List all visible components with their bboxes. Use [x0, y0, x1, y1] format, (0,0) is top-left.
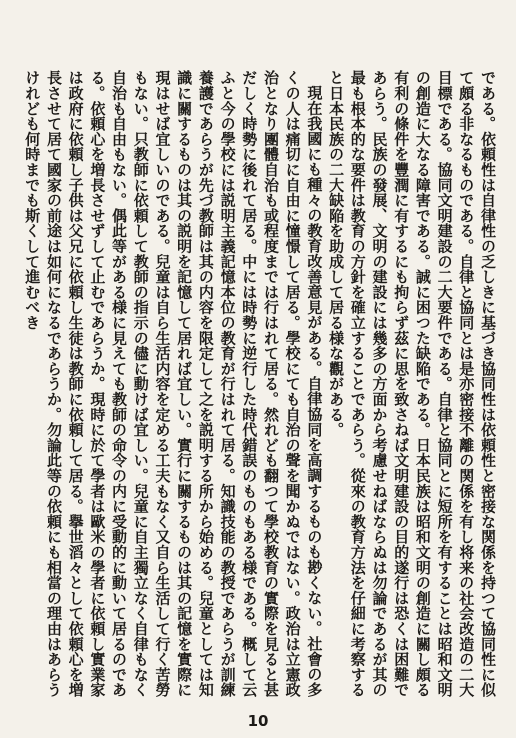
paragraph: である。依頼性は自律性の乏しきに基づき協同性は依頼性と密接な関係を持つて協同性に似て頗る非なるものである。自律と協同とは是亦密接不離の関係を有し将来の社会改造の二大目標である。協同文明建設の二大要件である。自律と協同とに短所を有することは昭和文明の創造に大なる障害である。誠に困つた缺陥である。日本民族は昭和文明の創造に關し頗る有利の條件を豐潤に有するにも拘らず茲に思を致さねば文明建設の目的遂行は恐くは困難であらう。民族の發展、文明の建設には幾多の方面から考慮せねばならぬは勿論であるが其の最も根本的な要件は教育の方針を確立することであらう。從來の教育方法を仔細に考察すると日本民族の二大缺陥を助成して居る様な觀がある。: [327, 70, 497, 698]
body-text: [20, 70, 498, 698]
page-number: 10: [247, 712, 269, 730]
paragraph: 現在我國にも種々の教育改善意見がある。自律協同を高調するものも尠くない。社會の多くの人は痛切に自由に憧憬して居る。學校にても自治の聲を聞かぬではない。政治は立憲政治となり團體自治も或程度までは行はれて居る。然れども翻つて學校教育の實際を見ると甚だしく時勢に後れて居る。中には時勢に逆行した時代錯誤のものもある様である。概して云ふと今の學校には説明主義記憶本位の教育が行はれて居る。知識技能の教授であらうが訓練養護であらうが先づ教師は其の内容を限定して之を説明する所から始める。兒童としては知識に關するものは其の説明を記憶して居れば宜しい。實行に關するものは其の記憶を實際に現はせば宜しいのである。兒童は自ら生活内容を定める工夫もなく又自ら生活して行く苦勞もない。只教師に依頼して教師の指示の儘に動けば宜しい。兒童に自主獨立なく自律もなく自治も自由もない。偶此等がある様に見えても教師の命令の内に受動的に動いて居るのである。依頼心を増長させずして止むであらうか。現時に於て學者は歐米の學者に依頼し實業家は政府に依頼し子供は父兄に依頼し生徒は教師に依頼して居る。擧世滔々として依頼心を増長させて居て國家の前途は如何になるであらうか。勿論此等の依頼にも相當の理由はあらうけれども何時までも斯くして進むべき: [23, 70, 324, 698]
